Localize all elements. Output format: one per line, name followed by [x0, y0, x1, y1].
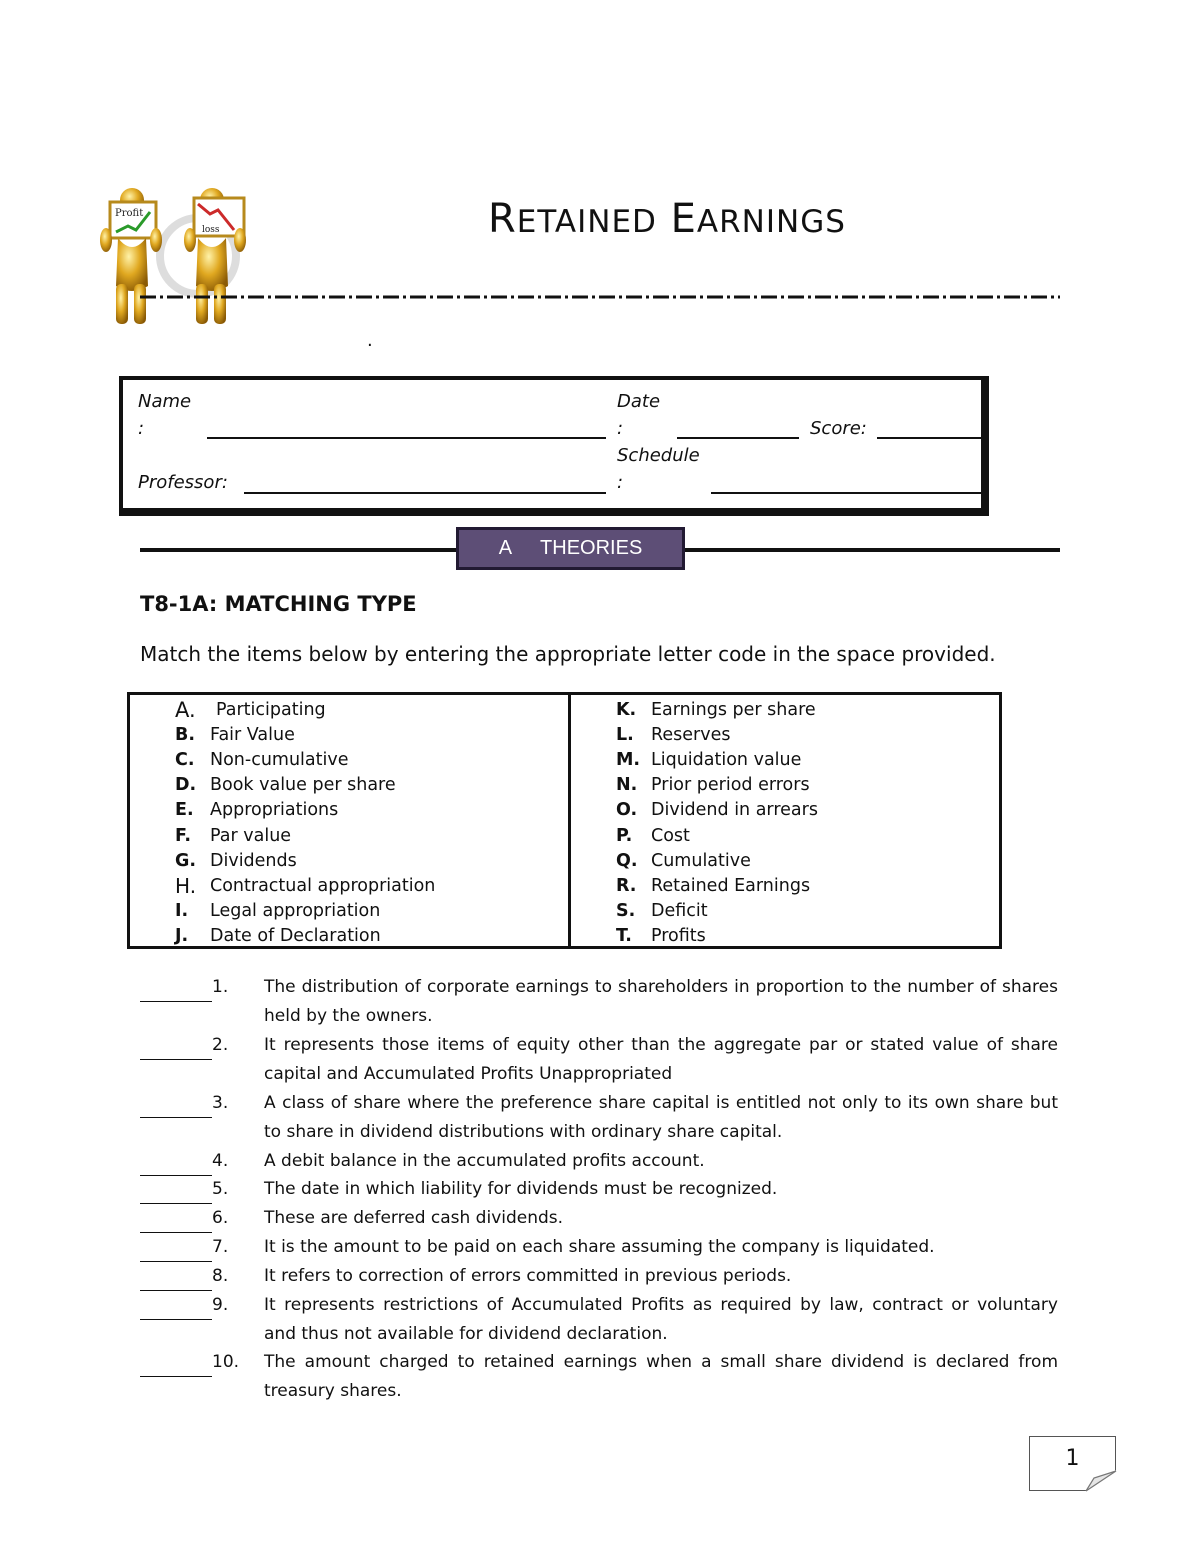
section-name: THEORIES	[540, 537, 643, 559]
schedule-label: Schedule	[617, 445, 700, 466]
instructions: Match the items below by entering the appropriate letter code in the space provided.	[140, 642, 996, 666]
date-field[interactable]	[677, 437, 799, 439]
professor-field[interactable]	[244, 492, 606, 494]
banner-rule-right	[684, 548, 1060, 552]
answer-blank[interactable]	[140, 1155, 212, 1176]
matching-item: P. Cost	[616, 825, 690, 846]
matching-item: S. Deficit	[616, 901, 708, 922]
question-item: 2. It represents those items of equity other than the aggregate par or stated value of share capital and Accumulated Profits Unappropriated	[140, 1031, 1058, 1089]
matching-item: T. Profits	[616, 926, 706, 947]
answer-blank[interactable]	[140, 1299, 212, 1320]
date-label: Date	[617, 391, 661, 412]
schedule-field[interactable]	[711, 492, 983, 494]
matching-item: I. Legal appropriation	[175, 901, 381, 922]
exercise-heading: T8-1A: MATCHING TYPE	[140, 592, 417, 616]
matching-item: G. Dividends	[175, 850, 297, 871]
question-item: 5. The date in which liability for dividends must be recognized.	[140, 1175, 1058, 1204]
svg-text:loss: loss	[202, 225, 220, 235]
answer-blank[interactable]	[140, 1097, 212, 1118]
matching-item: H. Contractual appropriation	[175, 873, 436, 898]
name-label: Name	[138, 391, 192, 412]
matching-item: D. Book value per share	[175, 775, 396, 796]
score-field[interactable]	[877, 437, 983, 439]
student-info-box	[119, 376, 989, 516]
matching-column-left	[175, 697, 435, 949]
section-banner	[456, 527, 685, 570]
question-item: 7. It is the amount to be paid on each share assuming the company is liquidated.	[140, 1233, 1058, 1262]
score-label: Score:	[810, 418, 867, 439]
matching-item: R. Retained Earnings	[616, 875, 811, 896]
answer-blank[interactable]	[140, 981, 212, 1002]
question-item: 4. A debit balance in the accumulated profits account.	[140, 1147, 1058, 1176]
page-number: 1	[1065, 1446, 1080, 1471]
stray-dot: .	[367, 330, 373, 351]
matching-item: Q. Cumulative	[616, 850, 751, 871]
professor-label: Professor:	[138, 472, 228, 493]
answer-blank[interactable]	[140, 1356, 212, 1377]
question-item: 3. A class of share where the preference share capital is entitled not only to its own share but to share in dividend distributions with ordinary share capital.	[140, 1089, 1058, 1147]
date-colon: :	[617, 418, 624, 439]
matching-item: C. Non-cumulative	[175, 749, 349, 770]
matching-column-right	[616, 697, 818, 949]
schedule-colon: :	[617, 472, 624, 493]
question-item: 1. The distribution of corporate earnings to shareholders in proportion to the number of shares held by the owners.	[140, 973, 1058, 1031]
name-field[interactable]	[207, 437, 606, 439]
profit-figure-icon	[100, 188, 162, 324]
profit-loss-logo	[98, 186, 278, 336]
matching-item: J. Date of Declaration	[175, 926, 381, 947]
answer-blank[interactable]	[140, 1270, 212, 1291]
matching-item: K. Earnings per share	[616, 699, 816, 720]
matching-item: F. Par value	[175, 825, 292, 846]
question-item: 10. The amount charged to retained earnings when a small share dividend is declared from treasury shares.	[140, 1348, 1058, 1406]
matching-item: O. Dividend in arrears	[616, 800, 818, 821]
answer-blank[interactable]	[140, 1241, 212, 1262]
name-colon: :	[138, 418, 145, 439]
question-item: 6. These are deferred cash dividends.	[140, 1204, 1058, 1233]
matching-table-divider	[568, 692, 571, 949]
answer-blank[interactable]	[140, 1212, 212, 1233]
page-title: RETAINED EARNINGS	[488, 196, 846, 242]
question-item: 9. It represents restrictions of Accumulated Profits as required by law, contract or voluntary and thus not available for dividend declaration.	[140, 1291, 1058, 1349]
question-item: 8. It refers to correction of errors committed in previous periods.	[140, 1262, 1058, 1291]
matching-item: L. Reserves	[616, 724, 731, 745]
section-letter: A	[498, 537, 513, 559]
svg-text:Profit: Profit	[115, 208, 144, 219]
answer-blank[interactable]	[140, 1039, 212, 1060]
banner-rule-left	[140, 548, 460, 552]
title-divider	[140, 294, 1060, 300]
matching-item: B. Fair Value	[175, 724, 295, 745]
matching-item: N. Prior period errors	[616, 775, 810, 796]
answer-blank[interactable]	[140, 1183, 212, 1204]
matching-item: M. Liquidation value	[616, 749, 802, 770]
matching-item: E. Appropriations	[175, 800, 339, 821]
matching-item: A. Participating	[175, 697, 326, 722]
